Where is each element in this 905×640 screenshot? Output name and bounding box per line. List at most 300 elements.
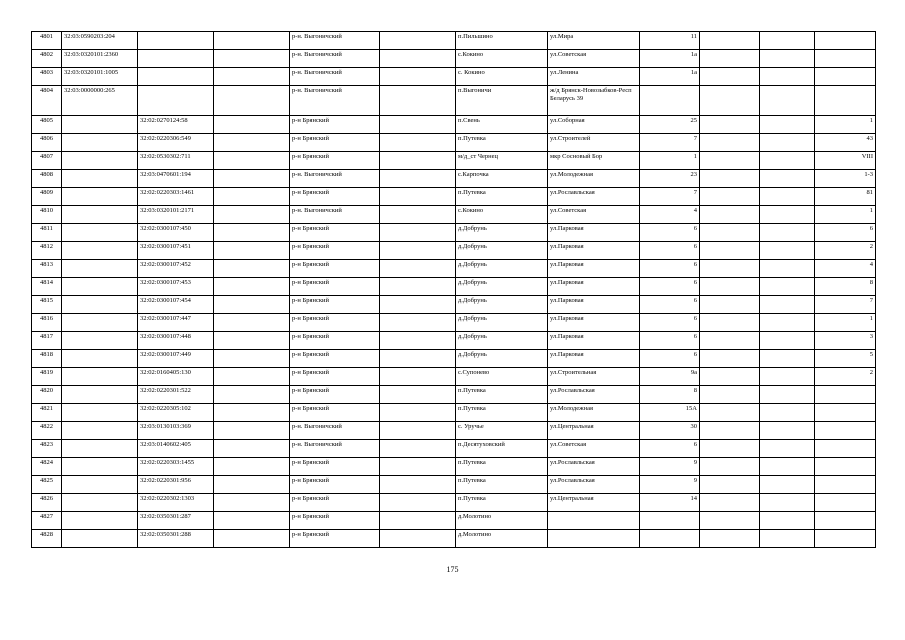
cadastral-number-alt-cell: 32:02:0220302:1303 <box>138 494 214 512</box>
empty-cell <box>700 188 760 206</box>
table-row <box>32 152 876 170</box>
street-cell: ул.Парковая <box>548 278 640 296</box>
cadastral-number-alt-cell: 32:02:0220303:1455 <box>138 458 214 476</box>
house-number-cell: 9а <box>640 368 700 386</box>
cadastral-number-cell <box>62 242 138 260</box>
district-cell: р-н Брянский <box>290 512 380 530</box>
district-cell: р-н Брянский <box>290 134 380 152</box>
row-number-cell: 4801 <box>32 32 62 50</box>
empty-cell <box>380 242 456 260</box>
empty-cell <box>700 224 760 242</box>
house-number-cell: 7 <box>640 134 700 152</box>
table-row <box>32 386 876 404</box>
empty-cell <box>700 512 760 530</box>
row-number-cell: 4811 <box>32 224 62 242</box>
empty-cell <box>760 494 815 512</box>
apartment-cell <box>815 440 876 458</box>
empty-cell <box>700 404 760 422</box>
street-cell: ул.Центральная <box>548 494 640 512</box>
row-number-cell: 4812 <box>32 242 62 260</box>
apartment-cell <box>815 494 876 512</box>
street-cell: ул.Рославльская <box>548 458 640 476</box>
district-cell: р-н. Выгоничский <box>290 440 380 458</box>
empty-cell <box>760 350 815 368</box>
settlement-cell: д.Добрунь <box>456 350 548 368</box>
empty-cell <box>760 296 815 314</box>
settlement-cell: п.Выгоничи <box>456 86 548 116</box>
settlement-cell: д.Молотино <box>456 512 548 530</box>
table-row <box>32 50 876 68</box>
table-body <box>32 32 876 548</box>
empty-cell <box>700 68 760 86</box>
empty-cell <box>760 530 815 548</box>
empty-cell <box>760 68 815 86</box>
settlement-cell: с. Кокино <box>456 68 548 86</box>
district-cell: р-н Брянский <box>290 458 380 476</box>
house-number-cell: 6 <box>640 260 700 278</box>
house-number-cell: 6 <box>640 332 700 350</box>
empty-cell <box>700 116 760 134</box>
empty-cell <box>760 32 815 50</box>
empty-cell <box>380 530 456 548</box>
empty-cell <box>380 206 456 224</box>
settlement-cell: д.Добрунь <box>456 314 548 332</box>
row-number-cell: 4819 <box>32 368 62 386</box>
cadastral-number-cell: 32:03:0320101:1005 <box>62 68 138 86</box>
cadastral-number-cell: 32:03:0590203:204 <box>62 32 138 50</box>
cadastral-number-cell <box>62 206 138 224</box>
apartment-cell: 8 <box>815 278 876 296</box>
empty-cell <box>214 404 290 422</box>
cadastral-number-cell <box>62 260 138 278</box>
cadastral-number-alt-cell: 32:02:0530302:711 <box>138 152 214 170</box>
empty-cell <box>380 422 456 440</box>
district-cell: р-н. Выгоничский <box>290 50 380 68</box>
cadastral-number-cell <box>62 494 138 512</box>
apartment-cell: 1 <box>815 116 876 134</box>
empty-cell <box>700 350 760 368</box>
empty-cell <box>700 314 760 332</box>
cadastral-number-alt-cell: 32:02:0300107:447 <box>138 314 214 332</box>
settlement-cell: п.Пильшино <box>456 32 548 50</box>
cadastral-number-alt-cell: 32:03:0470601:194 <box>138 170 214 188</box>
cadastral-number-alt-cell: 32:02:0300107:452 <box>138 260 214 278</box>
house-number-cell: 4 <box>640 206 700 224</box>
row-number-cell: 4822 <box>32 422 62 440</box>
empty-cell <box>380 440 456 458</box>
cadastral-number-alt-cell: 32:02:0300107:451 <box>138 242 214 260</box>
apartment-cell: 2 <box>815 242 876 260</box>
district-cell: р-н Брянский <box>290 386 380 404</box>
cadastral-number-cell <box>62 440 138 458</box>
apartment-cell: 7 <box>815 296 876 314</box>
apartment-cell <box>815 476 876 494</box>
house-number-cell: 9 <box>640 476 700 494</box>
apartment-cell <box>815 404 876 422</box>
row-number-cell: 4810 <box>32 206 62 224</box>
street-cell: ул.Строительная <box>548 368 640 386</box>
empty-cell <box>380 152 456 170</box>
street-cell: ул.Парковая <box>548 296 640 314</box>
house-number-cell: 6 <box>640 242 700 260</box>
apartment-cell <box>815 32 876 50</box>
empty-cell <box>700 242 760 260</box>
street-cell: ул.Парковая <box>548 224 640 242</box>
house-number-cell <box>640 86 700 116</box>
row-number-cell: 4804 <box>32 86 62 116</box>
empty-cell <box>700 134 760 152</box>
cadastral-number-alt-cell: 32:02:0220305:102 <box>138 404 214 422</box>
street-cell <box>548 530 640 548</box>
empty-cell <box>214 458 290 476</box>
cadastral-number-alt-cell: 32:02:0350301:287 <box>138 512 214 530</box>
cadastral-number-cell <box>62 152 138 170</box>
street-cell: ул.Рославльская <box>548 386 640 404</box>
table-row <box>32 422 876 440</box>
district-cell: р-н Брянский <box>290 530 380 548</box>
table-row <box>32 188 876 206</box>
table-row <box>32 206 876 224</box>
district-cell: р-н Брянский <box>290 242 380 260</box>
table-row <box>32 116 876 134</box>
row-number-cell: 4827 <box>32 512 62 530</box>
apartment-cell <box>815 458 876 476</box>
empty-cell <box>214 32 290 50</box>
apartment-cell: VIII <box>815 152 876 170</box>
apartment-cell <box>815 422 876 440</box>
row-number-cell: 4809 <box>32 188 62 206</box>
house-number-cell: 7 <box>640 188 700 206</box>
district-cell: р-н Брянский <box>290 188 380 206</box>
empty-cell <box>214 152 290 170</box>
cadastral-number-cell <box>62 116 138 134</box>
cadastral-number-alt-cell: 32:03:0320101:2171 <box>138 206 214 224</box>
cadastral-number-alt-cell: 32:02:0350301:288 <box>138 530 214 548</box>
apartment-cell: 1-3 <box>815 170 876 188</box>
settlement-cell: д.Добрунь <box>456 332 548 350</box>
cadastral-number-alt-cell <box>138 68 214 86</box>
street-cell: ул.Молодежная <box>548 170 640 188</box>
table-row <box>32 242 876 260</box>
district-cell: р-н Брянский <box>290 314 380 332</box>
empty-cell <box>214 116 290 134</box>
empty-cell <box>760 260 815 278</box>
empty-cell <box>214 50 290 68</box>
empty-cell <box>214 476 290 494</box>
settlement-cell: с.Карпочка <box>456 170 548 188</box>
empty-cell <box>760 512 815 530</box>
street-cell: ул.Центральная <box>548 422 640 440</box>
cadastral-number-cell <box>62 422 138 440</box>
empty-cell <box>214 386 290 404</box>
empty-cell <box>380 188 456 206</box>
settlement-cell: п.Путевка <box>456 188 548 206</box>
cadastral-number-cell <box>62 476 138 494</box>
cadastral-number-alt-cell: 32:02:0220303:1461 <box>138 188 214 206</box>
settlement-cell: м/д_ст Чернец <box>456 152 548 170</box>
district-cell: р-н Брянский <box>290 296 380 314</box>
empty-cell <box>760 152 815 170</box>
table-row <box>32 476 876 494</box>
empty-cell <box>380 68 456 86</box>
empty-cell <box>760 116 815 134</box>
empty-cell <box>700 458 760 476</box>
house-number-cell <box>640 530 700 548</box>
empty-cell <box>214 278 290 296</box>
row-number-cell: 4824 <box>32 458 62 476</box>
district-cell: р-н Брянский <box>290 404 380 422</box>
empty-cell <box>380 278 456 296</box>
district-cell: р-н Брянский <box>290 278 380 296</box>
empty-cell <box>700 50 760 68</box>
empty-cell <box>760 188 815 206</box>
row-number-cell: 4826 <box>32 494 62 512</box>
row-number-cell: 4818 <box>32 350 62 368</box>
apartment-cell <box>815 512 876 530</box>
empty-cell <box>214 206 290 224</box>
empty-cell <box>700 86 760 116</box>
cadastral-number-cell: 32:03:0320101:2360 <box>62 50 138 68</box>
empty-cell <box>380 404 456 422</box>
empty-cell <box>700 494 760 512</box>
settlement-cell: с. Уручье <box>456 422 548 440</box>
empty-cell <box>214 86 290 116</box>
cadastral-number-cell <box>62 530 138 548</box>
cadastral-number-cell <box>62 314 138 332</box>
settlement-cell: п.Свень <box>456 116 548 134</box>
street-cell: ж/д Брянск-Новозыбков-Респ Беларусь 39 <box>548 86 640 116</box>
street-cell: ул.Рославльская <box>548 188 640 206</box>
district-cell: р-н Брянский <box>290 260 380 278</box>
empty-cell <box>760 314 815 332</box>
house-number-cell: 6 <box>640 314 700 332</box>
settlement-cell: с.Супонево <box>456 368 548 386</box>
settlement-cell: с.Кокино <box>456 50 548 68</box>
house-number-cell: 8 <box>640 386 700 404</box>
table-row <box>32 440 876 458</box>
apartment-cell <box>815 68 876 86</box>
table-row <box>32 332 876 350</box>
cadastral-number-cell <box>62 134 138 152</box>
empty-cell <box>380 512 456 530</box>
cadastral-number-alt-cell <box>138 50 214 68</box>
apartment-cell: 5 <box>815 350 876 368</box>
cadastral-number-alt-cell: 32:02:0300107:450 <box>138 224 214 242</box>
empty-cell <box>760 332 815 350</box>
district-cell: р-н. Выгоничский <box>290 86 380 116</box>
settlement-cell: д.Добрунь <box>456 242 548 260</box>
district-cell: р-н. Выгоничский <box>290 68 380 86</box>
cadastral-number-alt-cell: 32:02:0220306:549 <box>138 134 214 152</box>
empty-cell <box>760 368 815 386</box>
empty-cell <box>214 494 290 512</box>
apartment-cell: 3 <box>815 332 876 350</box>
cadastral-number-alt-cell: 32:02:0300107:448 <box>138 332 214 350</box>
empty-cell <box>760 476 815 494</box>
empty-cell <box>760 404 815 422</box>
empty-cell <box>760 278 815 296</box>
row-number-cell: 4828 <box>32 530 62 548</box>
settlement-cell: д.Добрунь <box>456 278 548 296</box>
apartment-cell: 6 <box>815 224 876 242</box>
row-number-cell: 4821 <box>32 404 62 422</box>
empty-cell <box>214 530 290 548</box>
settlement-cell: п.Десятуховский <box>456 440 548 458</box>
table-row <box>32 86 876 116</box>
row-number-cell: 4814 <box>32 278 62 296</box>
empty-cell <box>760 224 815 242</box>
cadastral-number-cell <box>62 386 138 404</box>
table-row <box>32 170 876 188</box>
street-cell: ул.Рославльская <box>548 476 640 494</box>
street-cell <box>548 512 640 530</box>
table-row <box>32 350 876 368</box>
table-row <box>32 260 876 278</box>
table-row <box>32 404 876 422</box>
settlement-cell: п.Путевка <box>456 386 548 404</box>
settlement-cell: п.Путевка <box>456 494 548 512</box>
empty-cell <box>700 332 760 350</box>
house-number-cell: 9 <box>640 458 700 476</box>
empty-cell <box>700 170 760 188</box>
empty-cell <box>214 314 290 332</box>
street-cell: ул.Молодежная <box>548 404 640 422</box>
empty-cell <box>700 422 760 440</box>
house-number-cell: 6 <box>640 278 700 296</box>
empty-cell <box>760 134 815 152</box>
empty-cell <box>380 116 456 134</box>
apartment-cell <box>815 386 876 404</box>
street-cell: ул.Советская <box>548 50 640 68</box>
settlement-cell: д.Добрунь <box>456 260 548 278</box>
row-number-cell: 4816 <box>32 314 62 332</box>
empty-cell <box>380 224 456 242</box>
cadastral-number-cell <box>62 512 138 530</box>
house-number-cell: 15А <box>640 404 700 422</box>
settlement-cell: д.Молотино <box>456 530 548 548</box>
cadastral-number-alt-cell: 32:02:0220301:956 <box>138 476 214 494</box>
empty-cell <box>214 68 290 86</box>
street-cell: ул.Парковая <box>548 242 640 260</box>
cadastral-number-alt-cell <box>138 32 214 50</box>
empty-cell <box>700 296 760 314</box>
cadastral-number-alt-cell: 32:03:0130103:369 <box>138 422 214 440</box>
street-cell: ул.Парковая <box>548 350 640 368</box>
empty-cell <box>380 32 456 50</box>
empty-cell <box>760 86 815 116</box>
cadastral-number-cell <box>62 224 138 242</box>
table-row <box>32 368 876 386</box>
row-number-cell: 4817 <box>32 332 62 350</box>
district-cell: р-н. Выгоничский <box>290 32 380 50</box>
empty-cell <box>214 170 290 188</box>
settlement-cell: п.Путевка <box>456 458 548 476</box>
cadastral-number-alt-cell: 32:02:0220301:522 <box>138 386 214 404</box>
empty-cell <box>700 278 760 296</box>
empty-cell <box>760 206 815 224</box>
apartment-cell: 4 <box>815 260 876 278</box>
empty-cell <box>380 476 456 494</box>
table-row <box>32 278 876 296</box>
empty-cell <box>380 314 456 332</box>
street-cell: ул.Советская <box>548 206 640 224</box>
empty-cell <box>214 134 290 152</box>
table-row <box>32 32 876 50</box>
table-row <box>32 134 876 152</box>
district-cell: р-н Брянский <box>290 224 380 242</box>
row-number-cell: 4807 <box>32 152 62 170</box>
empty-cell <box>700 260 760 278</box>
table-row <box>32 68 876 86</box>
empty-cell <box>380 50 456 68</box>
empty-cell <box>700 368 760 386</box>
row-number-cell: 4808 <box>32 170 62 188</box>
table-row <box>32 494 876 512</box>
empty-cell <box>214 188 290 206</box>
apartment-cell: 1 <box>815 206 876 224</box>
empty-cell <box>380 458 456 476</box>
street-cell: ул.Парковая <box>548 314 640 332</box>
apartment-cell: 2 <box>815 368 876 386</box>
settlement-cell: с.Кокино <box>456 206 548 224</box>
row-number-cell: 4823 <box>32 440 62 458</box>
empty-cell <box>214 440 290 458</box>
district-cell: р-н Брянский <box>290 332 380 350</box>
table-row <box>32 458 876 476</box>
cadastral-number-cell <box>62 296 138 314</box>
cadastral-number-alt-cell: 32:02:0270124:58 <box>138 116 214 134</box>
empty-cell <box>700 476 760 494</box>
row-number-cell: 4805 <box>32 116 62 134</box>
row-number-cell: 4806 <box>32 134 62 152</box>
empty-cell <box>380 260 456 278</box>
empty-cell <box>700 152 760 170</box>
cadastral-number-cell <box>62 404 138 422</box>
row-number-cell: 4825 <box>32 476 62 494</box>
cadastral-number-alt-cell: 32:02:0300107:453 <box>138 278 214 296</box>
apartment-cell: 43 <box>815 134 876 152</box>
house-number-cell: 1а <box>640 68 700 86</box>
row-number-cell: 4813 <box>32 260 62 278</box>
row-number-cell: 4802 <box>32 50 62 68</box>
empty-cell <box>214 368 290 386</box>
empty-cell <box>214 260 290 278</box>
cadastral-number-alt-cell: 32:02:0300107:454 <box>138 296 214 314</box>
cadastral-number-cell <box>62 278 138 296</box>
cadastral-number-alt-cell: 32:03:0140602:405 <box>138 440 214 458</box>
row-number-cell: 4815 <box>32 296 62 314</box>
cadastral-number-cell: 32:03:0000000:265 <box>62 86 138 116</box>
house-number-cell <box>640 512 700 530</box>
house-number-cell: 6 <box>640 440 700 458</box>
empty-cell <box>760 422 815 440</box>
apartment-cell <box>815 86 876 116</box>
district-cell: р-н Брянский <box>290 368 380 386</box>
apartment-cell <box>815 530 876 548</box>
cadastral-number-cell <box>62 350 138 368</box>
apartment-cell: 81 <box>815 188 876 206</box>
street-cell: мкр Сосновый Бор <box>548 152 640 170</box>
cadastral-number-alt-cell <box>138 86 214 116</box>
house-number-cell: 11 <box>640 32 700 50</box>
empty-cell <box>700 386 760 404</box>
house-number-cell: 30 <box>640 422 700 440</box>
district-cell: р-н Брянский <box>290 116 380 134</box>
street-cell: ул.Парковая <box>548 260 640 278</box>
empty-cell <box>214 350 290 368</box>
empty-cell <box>214 296 290 314</box>
empty-cell <box>700 32 760 50</box>
